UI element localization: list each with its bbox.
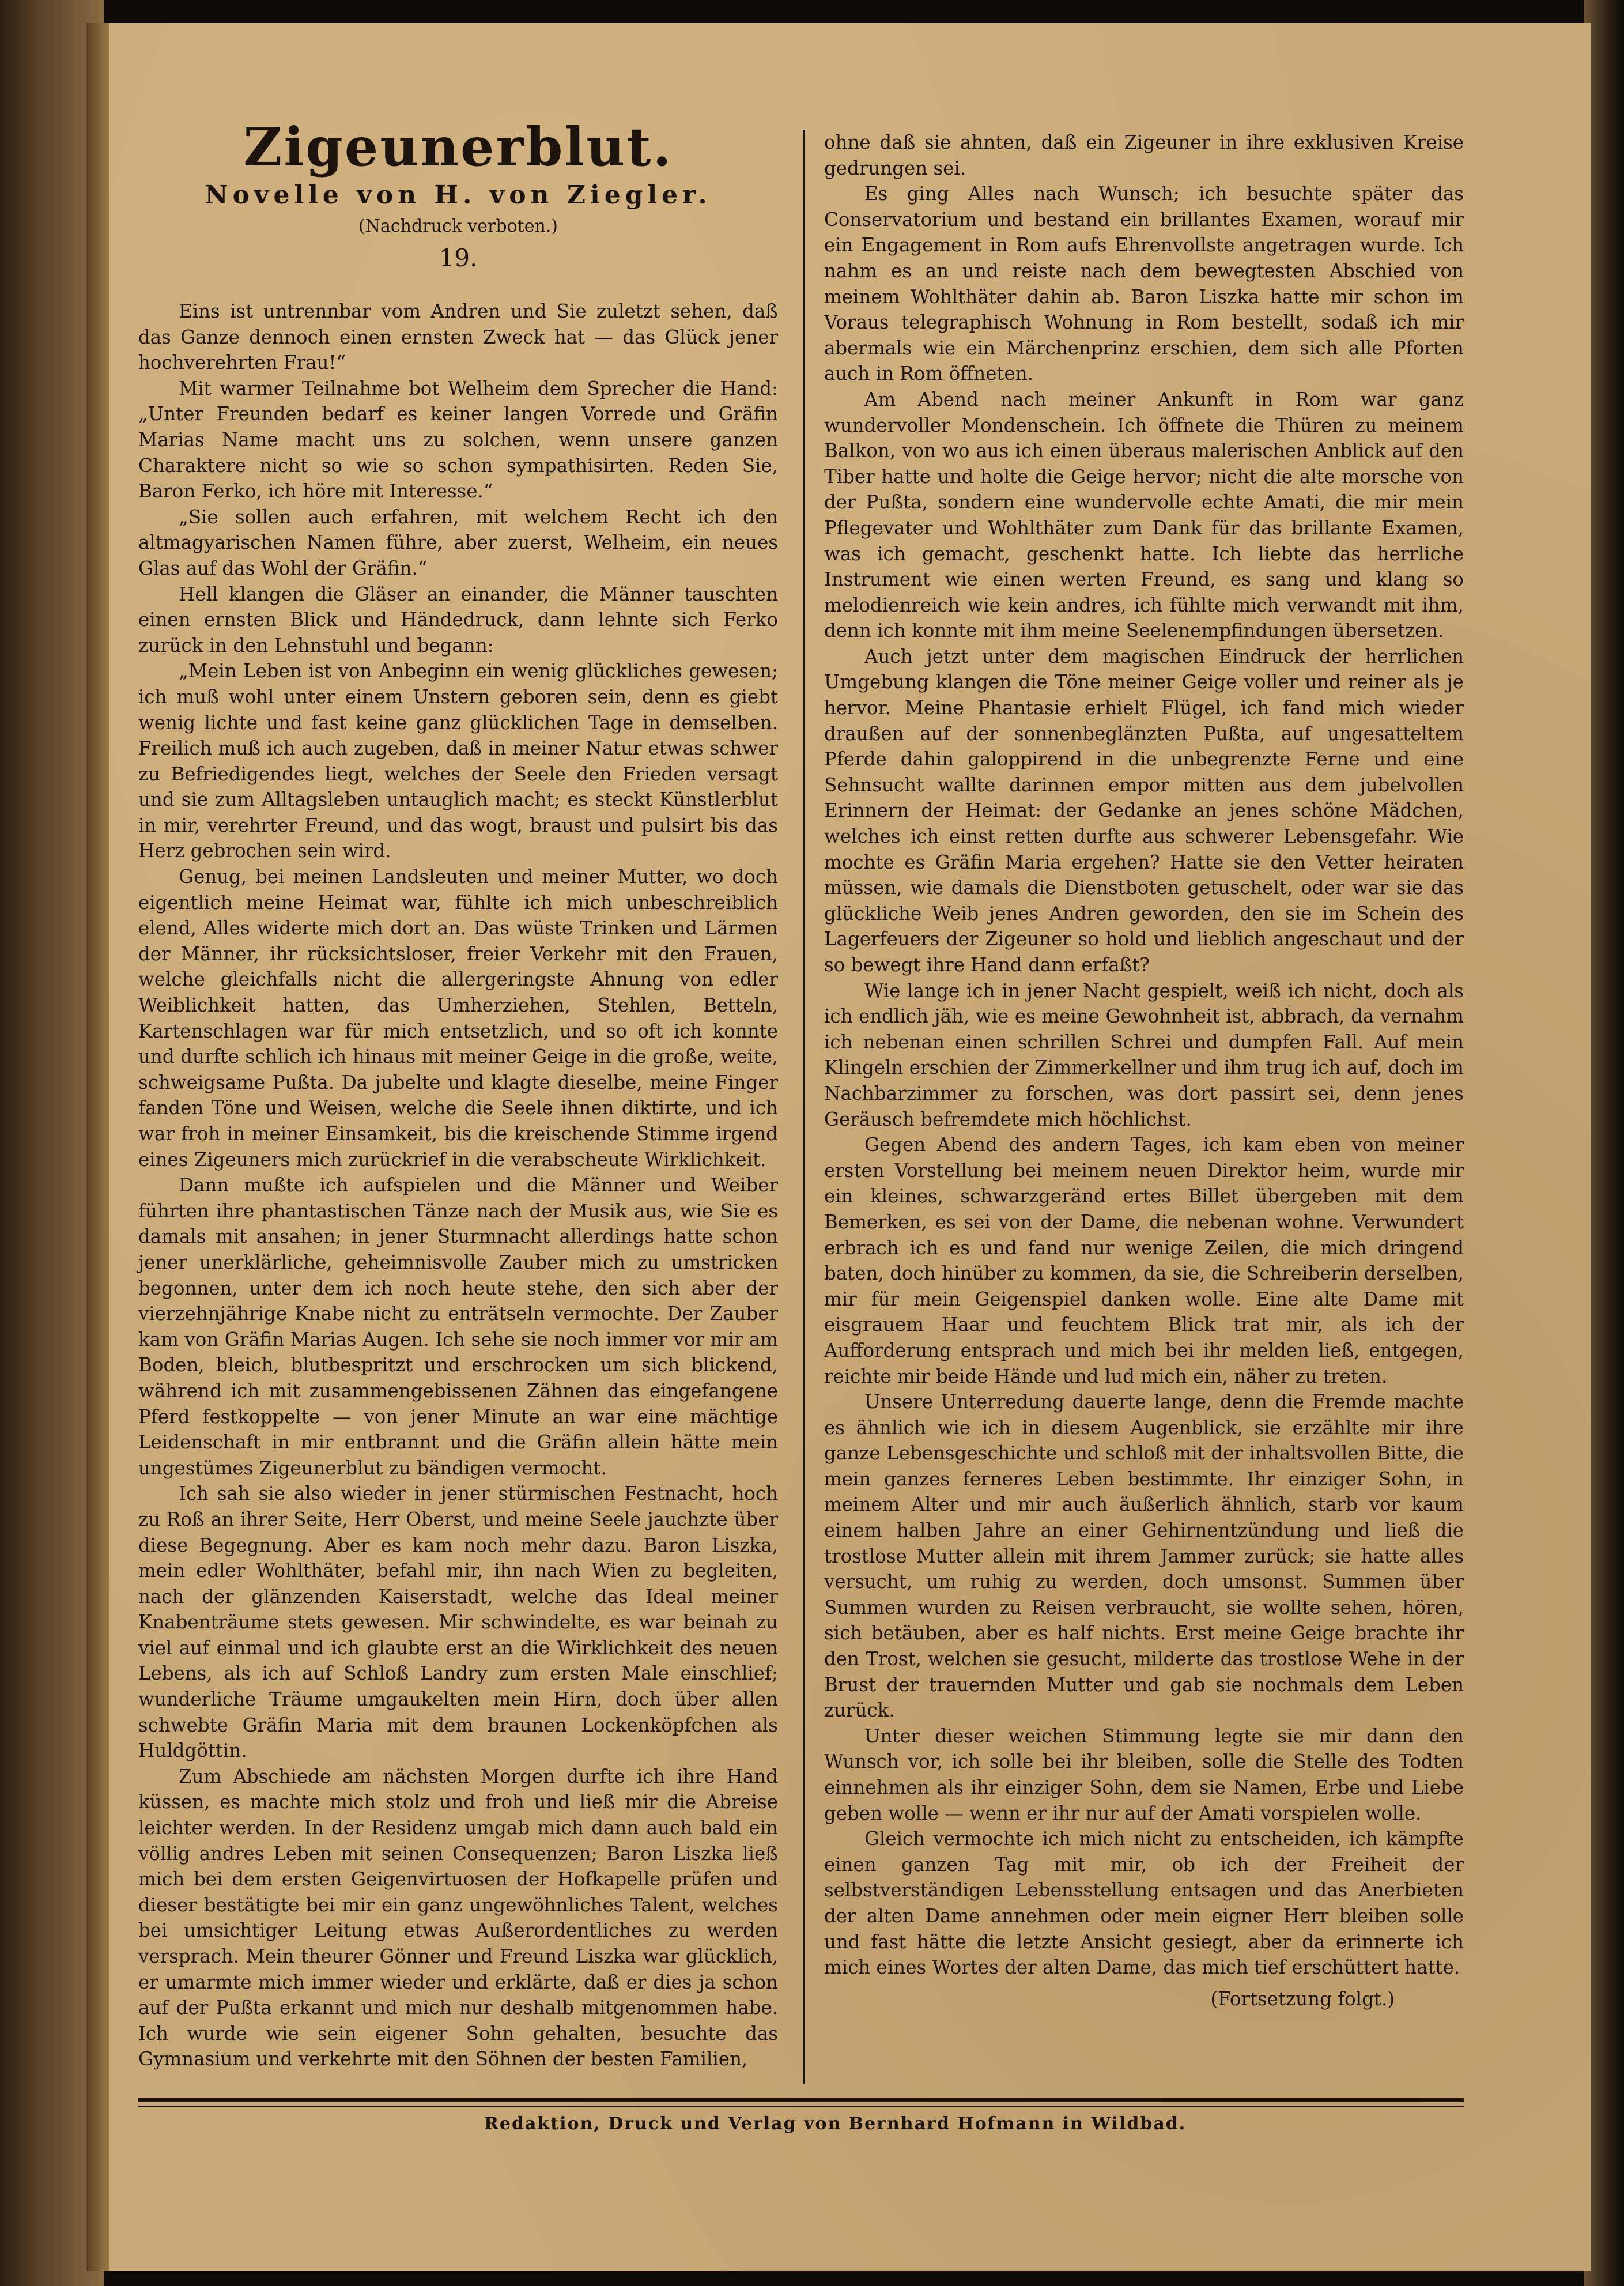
paragraph: Eins ist untrennbar vom Andren und Sie zuletzt sehen, daß das Ganze dennoch einen ernsten Zweck hat — das Glück jener hochverehrten Frau!“ [138,300,778,374]
paragraph: Unter dieser weichen Stimmung legte sie mir dann den Wunsch vor, ich solle bei ihr bleiben, solle die Stelle des Todten einnehmen als ihr einziger Sohn, dem sie Namen, Erbe und Liebe geben wolle — wenn er ihr nur auf der Amati vorspielen wolle. [824,1725,1464,1824]
paragraph: ohne daß sie ahnten, daß ein Zigeuner in ihre exklusiven Kreise gedrungen sei. [824,131,1464,179]
footer-rule [138,2098,1464,2102]
page-gutter [86,23,109,2271]
paragraph: Dann mußte ich aufspielen und die Männer und Weiber führten ihre phantastischen Tänze nach der Musik aus, wie Sie es damals mit ansahen; in jener Sturmnacht allerdings hatte schon jener unerklärliche, geheimnisvolle Zauber mich zu umstricken begonnen, unter dem ich noch heute stehe, den sich aber der vierzehnjährige Knabe nicht zu enträtseln vermochte. Der Zauber kam von Gräfin Marias Augen. Ich sehe sie noch immer vor mir am Boden, bleich, blutbespritzt und erschrocken um sich blickend, während ich mit zusammengebissenen Zähnen das eingefangene Pferd festkoppelte — von jener Minute an war eine mächtige Leidenschaft in mir entbrannt und die Gräfin allein hätte mein ungestümes Zigeunerblut zu bändigen vermocht. [138,1174,778,1479]
story-title: Zigeunerblut. [243,116,673,178]
left-column [138,98,778,2070]
paragraph: Gegen Abend des andern Tages, ich kam eben von meiner ersten Vorstellung bei meinem neuen Direktor heim, wurde mir ein kleines, schwarzgeränd ertes Billet übergeben mit dem Bemerken, es sei von der Dame, die nebenan wohne. Verwundert erbrach ich es und fand nur wenige Zeilen, die mich dringend baten, doch hinüber zu kommen, da sie, die Schreiberin derselben, mir für mein Geigenspiel danken wolle. Eine alte Dame mit eisgrauem Haar und feuchtem Blick trat mir, als ich der Aufforderung entsprach und mich bei ihr melden ließ, entgegen, reichte mir beide Hände und lud mich ein, näher zu treten. [824,1134,1464,1387]
paragraph: Zum Abschiede am nächsten Morgen durfte ich ihre Hand küssen, es machte mich stolz und froh und ließ mir die Abreise leichter werden. In der Residenz umgab mich dann auch bald ein völlig andres Leben mit seinen Consequenzen; Baron Liszka ließ mich bei dem ersten Geigenvirtuosen der Hofkapelle prüfen und dieser bestätigte bei mir ein ganz ungewöhnliches Talent, welches bei umsichtiger Leitung etwas Außerordentliches zu werden versprach. Mein theurer Gönner und Freund Liszka war glücklich, er umarmte mich immer wieder und erklärte, daß er dies ja schon auf der Pußta erkannt und mich nur deshalb mitgenommen habe. Ich wurde wie sein eigener Sohn gehalten, besuchte das Gymnasium und verkehrte mit den Söhnen der besten Familien, [138,1765,778,2070]
paragraph: Wie lange ich in jener Nacht gespielt, weiß ich nicht, doch als ich endlich jäh, wie es meine Gewohnheit ist, abbrach, da vernahm ich nebenan einen schrillen Schrei und dumpfen Fall. Auf mein Klingeln erschien der Zimmerkellner und ihm trug ich auf, doch im Nachbarzimmer zu forschen, was dort passirt sei, denn jenes Geräusch befremdete mich höchlichst. [824,979,1464,1130]
paragraph: Mit warmer Teilnahme bot Welheim dem Sprecher die Hand: „Unter Freunden bedarf es keiner langen Vorrede und Gräfin Marias Name macht uns zu solchen, wenn unsere ganzen Charaktere nicht so wie so schon sympathisirten. Reden Sie, Baron Ferko, ich höre mit Interesse.“ [138,377,778,503]
paragraph: Genug, bei meinen Landsleuten und meiner Mutter, wo doch eigentlich meine Heimat war, fühlte ich mich unbeschreiblich elend, Alles widerte mich dort an. Das wüste Trinken und Lärmen der Männer, ihr rücksichtsloser, freier Verkehr mit den Frauen, welche gleichfalls nicht die allergeringste Ahnung von edler Weiblichkeit hatten, das Umherziehen, Stehlen, Betteln, Kartenschlagen war für mich entsetzlich, und so oft ich konnte und durfte schlich ich hinaus mit meiner Geige in die große, weite, schweigsame Pußta. Da jubelte und klagte dieselbe, meine Finger fanden Töne und Weisen, welche die Seele ihnen diktirte, und ich war froh in meiner Einsamkeit, bis die kreischende Stimme irgend eines Zigeuners mich zurückrief in die verabscheute Wirklichkeit. [138,866,778,1171]
column-divider [803,130,805,2084]
installment-number: 19. [439,244,478,272]
paragraph: Unsere Unterredung dauerte lange, denn die Fremde machte es ähnlich wie ich in diesem Augenblick, sie erzählte mir ihre ganze Lebensgeschichte und schloß mit der inhaltsvollen Bitte, die mein ganzes ferneres Leben bestimmte. Ihr einziger Sohn, in meinem Alter und mir auch äußerlich ähnlich, starb vor kaum einem halben Jahre an einer Gehirnentzündung und ließ die trostlose Mutter allein mit ihrem Jammer zurück; sie hatte alles versucht, um ruhig zu werden, doch umsonst. Summen über Summen wurden zu Reisen verbraucht, sie wollte sehen, hören, sich betäuben, aber es half nichts. Erst meine Geige brachte ihr den Trost, welchen sie gesucht, milderte das trostlose Wehe in der Brust der trauernden Mutter und gab sie nochmals dem Leben zurück. [824,1391,1464,1722]
paragraph: Am Abend nach meiner Ankunft in Rom war ganz wundervoller Mondenschein. Ich öffnete die Thüren zu meinem Balkon, von wo aus ich einen überaus malerischen Anblick auf den Tiber hatte und holte die Geige hervor; nicht die alte morsche von der Pußta, sondern eine wundervolle echte Amati, die mir mein Pflegevater und Wohlthäter zum Dank für das brillante Examen, was ich gemacht, geschenkt hatte. Ich liebte das herrliche Instrument wie einen werten Freund, es sang und klang so melodienreich wie kein andres, ich fühlte mich verwandt mit ihm, denn ich konnte mit ihm meine Seelenempfindungen übersetzen. [824,388,1464,642]
paragraph: Es ging Alles nach Wunsch; ich besuchte später das Conservatorium und bestand ein brillantes Examen, worauf mir ein Engagement in Rom aufs Ehrenvollste angetragen wurde. Ich nahm es an und reiste nach dem bewegtesten Abschied von meinem Wohlthäter dahin ab. Baron Liszka hatte mir schon im Voraus telegraphisch Wohnung in Rom bestellt, sodaß ich mir abermals wie ein Märchenprinz erschien, dem sich alle Pforten auch in Rom öffneten. [824,183,1464,385]
paragraph: Gleich vermochte ich mich nicht zu entscheiden, ich kämpfte einen ganzen Tag mit mir, ob ich der Freiheit der selbstverständigen Lebensstellung entsagen und das Anerbieten der alten Dame annehmen oder mein eigner Herr bleiben solle und fast hätte die letzte Ansicht gesiegt, aber da erinnerte ich mich eines Wortes der alten Dame, das mich tief erschüttert hatte. [824,1828,1464,1979]
reprint-notice: (Nachdruck verboten.) [358,216,558,236]
paragraph: Auch jetzt unter dem magischen Eindruck der herrlichen Umgebung klangen die Töne meiner Geige voller und reiner als je hervor. Meine Phantasie erhielt Flügel, ich fand mich wieder draußen auf der sonnenbeglänzten Pußta, auf ungesatteltem Pferde dahin galoppirend in die unbegrenzte Ferne und eine Sehnsucht wallte darinnen empor mitten aus dem jubelvollen Erinnern der Heimat: der Gedanke an jenes schöne Mädchen, welches ich einst retten durfte aus schwerer Lebensgefahr. Wie mochte es Gräfin Maria ergehen? Hatte sie den Vetter heiraten müssen, wie damals die Dienstboten getuschelt, oder war sie das glückliche Weib jenes Andren geworden, den sie im Schein des Lagerfeuers der Zigeuner so hold und lieblich angeschaut und der so bewegt ihre Hand dann erfaßt? [824,645,1464,976]
paragraph: „Sie sollen auch erfahren, mit welchem Recht ich den altmagyarischen Namen führe, aber zuerst, Welheim, ein neues Glas auf das Wohl der Gräfin.“ [138,506,778,579]
publisher-imprint: Redaktion, Druck und Verlag von Bernhard Hofmann in Wildbad. [484,2114,1187,2134]
paragraph: „Mein Leben ist von Anbeginn ein wenig glückliches gewesen; ich muß wohl unter einem Unstern geboren sein, denn es giebt wenig lichte und fast keine ganz glücklichen Tage in demselben. Freilich muß ich auch zugeben, daß in meiner Natur etwas schwer zu Befriedigendes liegt, welches der Seele den Frieden versagt und sie zum Alltagsleben untauglich macht; es steckt Künstlerblut in mir, verehrter Freund, und das wogt, braust und pulsirt bis das Herz gebrochen sein wird. [138,660,778,862]
paragraph: Ich sah sie also wieder in jener stürmischen Festnacht, hoch zu Roß an ihrer Seite, Herr Oberst, und meine Seele jauchzte über diese Begegnung. Aber es kam noch mehr dazu. Baron Liszka, mein edler Wohlthäter, befahl mir, ihn nach Wien zu begleiten, nach der glänzenden Kaiserstadt, welche das Ideal meiner Knabenträume stets gewesen. Mir schwindelte, es war beinah zu viel auf einmal und ich glaubte erst an die Wirklichkeit des neuen Lebens, als ich auf Schloß Landry zum ersten Male einschlief; wunderliche Träume umgaukelten mein Hirn, doch über allen schwebte Gräfin Maria mit dem braunen Lockenköpfchen als Huldgöttin. [138,1482,778,1762]
story-byline: Novelle von H. von Ziegler. [205,180,712,210]
paragraph: Hell klangen die Gläser an einander, die Männer tauschten einen ernsten Blick und Händedruck, dann lehnte sich Ferko zurück in den Lehnstuhl und begann: [138,583,778,657]
right-column [824,130,1464,2055]
continuation-note: (Fortsetzung folgt.) [1210,1987,1395,2010]
